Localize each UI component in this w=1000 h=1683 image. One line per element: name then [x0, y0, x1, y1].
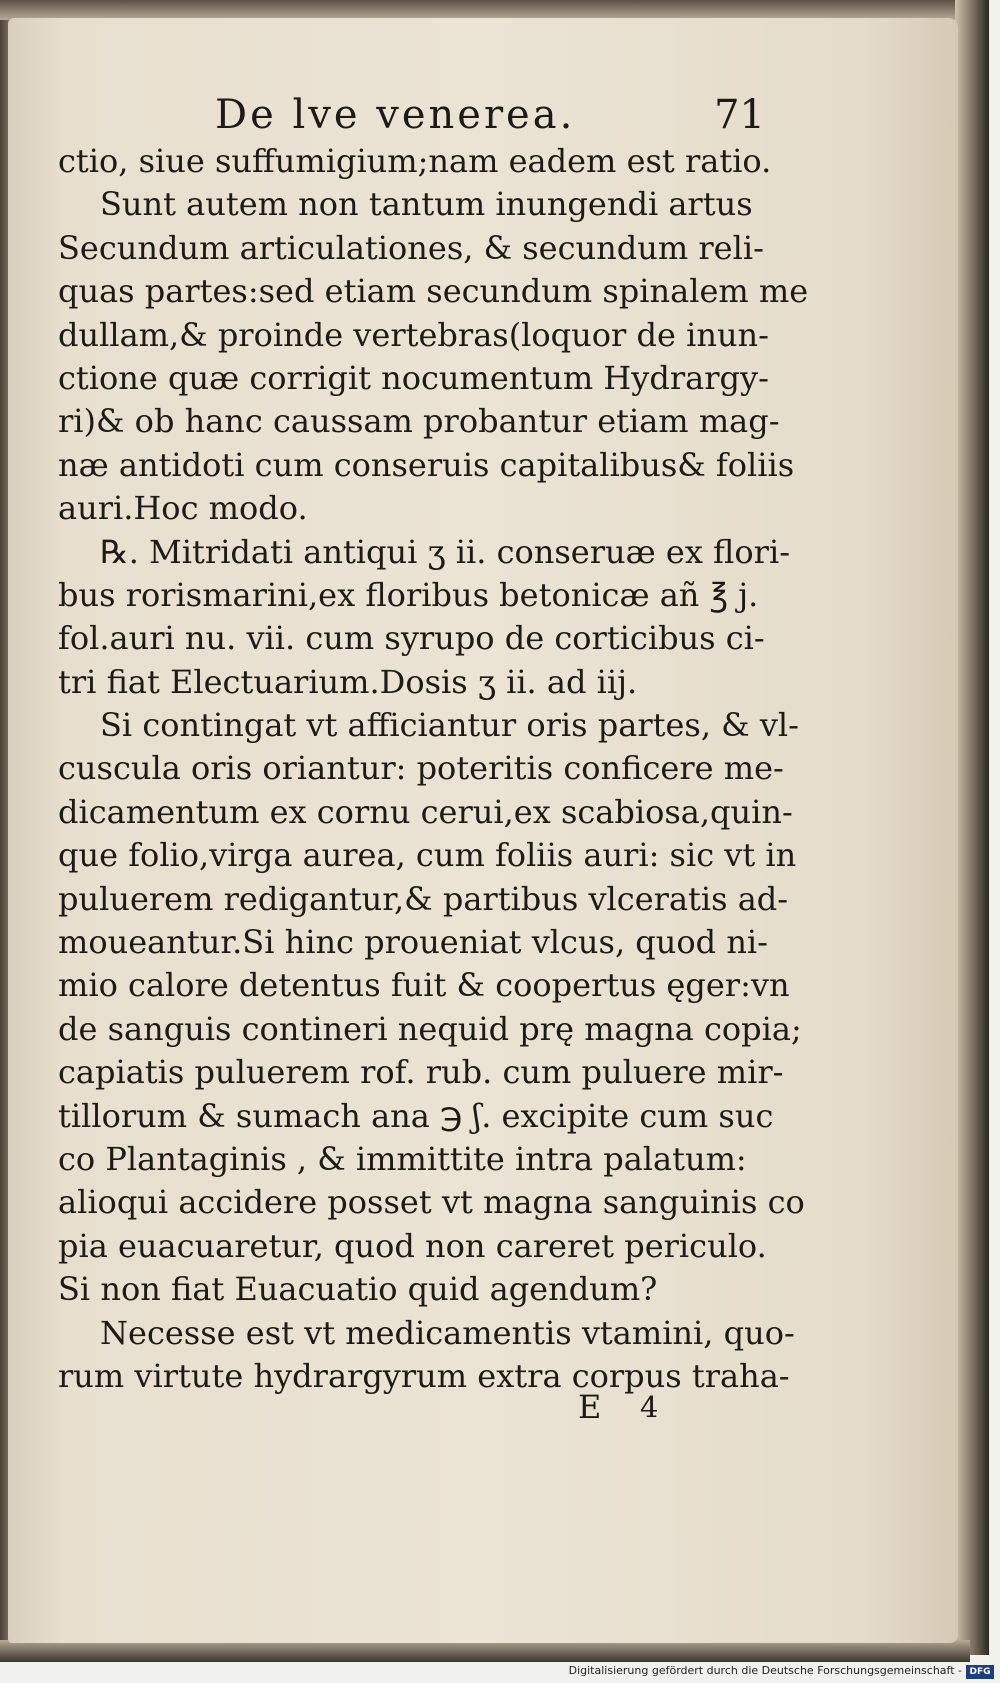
text-line: auri.Hoc modo. — [58, 489, 308, 528]
page-edge-bottom — [0, 1640, 970, 1662]
page-number: 71 — [714, 92, 765, 138]
text-line: pia euacuaretur, quod non careret periculo. — [58, 1226, 767, 1265]
text-line: Necesse est vt medicamentis vtamini, quo- — [100, 1313, 795, 1352]
text-line: bus rorismarini,ex floribus betonicæ añ ℥ j. — [58, 575, 759, 614]
text-line: puluerem redigantur,& partibus vlceratis ad- — [58, 879, 789, 918]
text-line: quas partes:sed etiam secundum spinalem me — [58, 272, 809, 311]
text-line: rum virtute hydrargyrum extra corpus traha- — [58, 1356, 790, 1395]
text-line: tillorum & sumach ana ℈ ʃ. excipite cum suc — [58, 1096, 774, 1135]
text-line: de sanguis contineri nequid prę magna copia; — [58, 1009, 802, 1048]
text-line: dullam,& proinde vertebras(loquor de inun- — [58, 315, 769, 354]
page-edge-right — [955, 0, 1000, 1655]
signature-number: 4 — [640, 1390, 659, 1424]
text-line: ri)& ob hanc caussam probantur etiam mag- — [58, 402, 780, 441]
text-line: næ antidoti cum conseruis capitalibus& foliis — [58, 445, 795, 484]
text-line: ctione quæ corrigit nocumentum Hydrargy- — [58, 358, 769, 397]
text-line: fol.auri nu. vii. cum syrupo de corticibus ci- — [58, 619, 765, 658]
text-line: capiatis puluerem rof. rub. cum puluere mir- — [58, 1053, 784, 1092]
text-line: cuscula oris oriantur: poteritis conficere me- — [58, 749, 784, 788]
running-title: De lve venerea. — [215, 92, 576, 138]
text-line: alioqui accidere posset vt magna sanguinis co — [58, 1183, 805, 1222]
text-line: moueantur.Si hinc proueniat vlcus, quod ni- — [58, 923, 768, 962]
page-header — [215, 92, 765, 142]
digitization-credit-text: Digitalisierung gefördert durch die Deutsche Forschungsgemeinschaft - — [568, 1664, 962, 1677]
signature-mark — [578, 1388, 698, 1432]
text-line: co Plantaginis , & immittite intra palatum: — [58, 1139, 747, 1178]
signature-letter: E — [578, 1388, 602, 1426]
text-line: dicamentum ex cornu cerui,ex scabiosa,quin- — [58, 792, 793, 831]
text-line: que folio,virga aurea, cum foliis auri: sic vt in — [58, 836, 797, 875]
text-line: Si contingat vt afficiantur oris partes, & vl- — [100, 706, 799, 745]
digitization-credit-bar — [0, 1662, 1000, 1683]
dfg-logo-icon: DFG — [966, 1665, 994, 1679]
text-line: Sunt autem non tantum inungendi artus — [100, 185, 753, 224]
text-line: ℞. Mitridati antiqui ʒ ii. conseruæ ex flori- — [100, 532, 790, 571]
text-line: tri fiat Electuarium.Dosis ʒ ii. ad iij. — [58, 662, 638, 701]
text-line: Si non fiat Euacuatio quid agendum? — [58, 1270, 658, 1309]
body-text — [58, 140, 809, 1398]
text-line: ctio, siue suffumigium;nam eadem est ratio. — [58, 142, 772, 180]
text-line: Secundum articulationes, & secundum reli- — [58, 228, 764, 267]
page-edge-top — [0, 0, 970, 20]
text-line: mio calore detentus fuit & coopertus ęger:vn — [58, 966, 790, 1005]
